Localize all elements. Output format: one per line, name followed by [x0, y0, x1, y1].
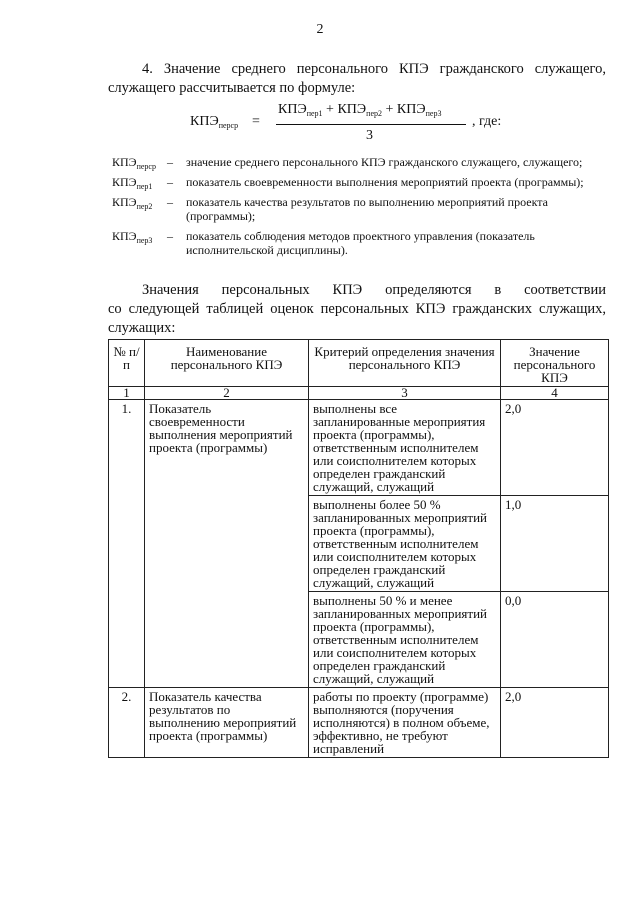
definition-item: $КПЭ_{пер2}$ – показатель качества результатов по выполнению мероприятий проекта (программы);	[112, 195, 612, 223]
row-number: 2.	[109, 688, 145, 758]
definition-text: показатель своевременности выполнения мероприятий проекта (программы);	[186, 175, 584, 189]
definitions-list	[112, 155, 612, 263]
definition-symbol: $КПЭ_{пер3}$	[112, 229, 153, 245]
formula-equals: =	[252, 114, 260, 129]
table-intro-paragraph	[108, 281, 606, 338]
intro-line-2: служащего рассчитывается по формуле:	[108, 80, 356, 96]
criterion-text: выполнены 50 % и менее запланированных мероприятий проекта (программы), ответственным исполнителем или соисполнителем которых определен гражданский служащий, служащий	[309, 592, 501, 688]
header-number: № п/п	[109, 340, 145, 387]
definition-item: $КПЭ_{пер3}$ – показатель соблюдения методов проектного управления (показатель исполнительской дисциплины).	[112, 229, 612, 257]
definition-symbol: $КПЭ_{перср}$	[112, 155, 156, 171]
formula-tail: , где:	[472, 114, 502, 129]
fraction-bar	[276, 124, 466, 125]
kpe-name: Показатель качества результатов по выполнению мероприятий проекта (программы)	[145, 688, 309, 758]
page-number: 2	[316, 22, 324, 37]
row-number: 1.	[109, 400, 145, 688]
header-name: Наименование персонального КПЭ	[145, 340, 309, 387]
table-row	[109, 688, 609, 758]
definition-symbol: $КПЭ_{пер1}$	[112, 175, 153, 191]
table-intro-line-2: со следующей таблицей оценок персональных КПЭ гражданских служащих,	[108, 301, 606, 317]
intro-paragraph	[108, 60, 606, 98]
header-value: Значение персонального КПЭ	[501, 340, 609, 387]
definition-text: показатель соблюдения методов проектного управления (показатель исполнительской дисциплины).	[186, 229, 535, 257]
kpe-value: 1,0	[501, 496, 609, 592]
definition-text: показатель качества результатов по выполнению мероприятий проекта (программы);	[186, 195, 548, 223]
header-criterion: Критерий определения значения персонального КПЭ	[309, 340, 501, 387]
kpe-value: 2,0	[501, 688, 609, 758]
definition-item: $КПЭ_{пер1}$ – показатель своевременности выполнения мероприятий проекта (программы);	[112, 175, 612, 189]
kpe-value: 0,0	[501, 592, 609, 688]
formula-denominator: 3	[366, 128, 373, 143]
intro-line-1: 4. Значение среднего персонального КПЭ гражданского служащего,	[142, 61, 606, 77]
table-header-row	[109, 340, 609, 387]
kpe-name: Показатель своевременности выполнения мероприятий проекта (программы)	[145, 400, 309, 688]
table-intro-line-3: служащих:	[108, 320, 176, 336]
table-intro-line-1: Значения персональных КПЭ определяются в соответствии	[142, 282, 606, 298]
definition-text: значение среднего персонального КПЭ гражданского служащего, служащего;	[186, 155, 583, 169]
definition-symbol: $КПЭ_{пер2}$	[112, 195, 153, 211]
formula-lhs: $КПЭ_{перср}$	[190, 114, 239, 130]
kpe-table	[108, 339, 609, 758]
formula-numerator: $КПЭ_{пер1} + КПЭ_{пер2} + КПЭ_{пер3}$	[278, 102, 442, 118]
table-row	[109, 400, 609, 496]
column-numbers-row: 1 2 3 4	[109, 387, 609, 400]
criterion-text: выполнены все запланированные мероприятия проекта (программы), ответственным исполнителем или соисполнителем которых определен гражданский служащий, служащий	[309, 400, 501, 496]
criterion-text: работы по проекту (программе) выполняются (поручения исполняются) в полном объеме, эффективно, не требуют исправлений	[309, 688, 501, 758]
criterion-text: выполнены более 50 % запланированных мероприятий проекта (программы), ответственным исполнителем или соисполнителем которых определен гражданский служащий, служащий	[309, 496, 501, 592]
definition-item: $КПЭ_{перср}$ – значение среднего персонального КПЭ гражданского служащего, служащего;	[112, 155, 612, 169]
kpe-value: 2,0	[501, 400, 609, 496]
